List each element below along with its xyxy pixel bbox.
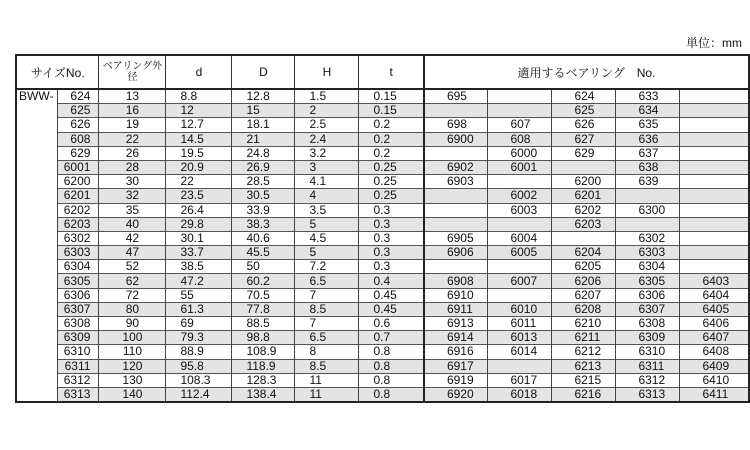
applicable-bearing-cell: 6010: [488, 302, 552, 316]
d-cell: 69: [166, 317, 232, 331]
applicable-bearing-cell: [680, 217, 749, 231]
D-cell: 118.9: [232, 359, 295, 373]
bearing-od-cell: 100: [99, 331, 166, 345]
applicable-bearing-cell: [680, 175, 749, 189]
applicable-bearing-cell: [680, 104, 749, 118]
t-cell: 0.15: [359, 89, 424, 104]
t-cell: 0.8: [359, 345, 424, 359]
applicable-bearing-cell: 6910: [424, 288, 488, 302]
applicable-bearing-cell: 629: [552, 146, 616, 160]
size-prefix-blank: [16, 302, 58, 316]
applicable-bearing-cell: 6411: [680, 387, 749, 402]
bearing-od-cell: 35: [99, 203, 166, 217]
applicable-bearing-cell: 6001: [488, 160, 552, 174]
D-cell: 26.9: [232, 160, 295, 174]
applicable-bearing-cell: 6204: [552, 246, 616, 260]
size-prefix-blank: [16, 104, 58, 118]
applicable-bearing-cell: [680, 203, 749, 217]
applicable-bearing-cell: [488, 359, 552, 373]
applicable-bearing-cell: [488, 175, 552, 189]
d-cell: 14.5: [166, 132, 232, 146]
D-cell: 108.9: [232, 345, 295, 359]
size-no-cell: 6308: [58, 317, 99, 331]
table-row: [16, 302, 749, 316]
bearing-od-cell: 30: [99, 175, 166, 189]
D-cell: 50: [232, 260, 295, 274]
applicable-bearing-cell: 6406: [680, 317, 749, 331]
size-no-cell: 6201: [58, 189, 99, 203]
applicable-bearing-cell: 6011: [488, 317, 552, 331]
applicable-bearing-cell: 6306: [616, 288, 680, 302]
size-no-cell: 6303: [58, 246, 99, 260]
table-row: [16, 331, 749, 345]
t-cell: 0.3: [359, 217, 424, 231]
applicable-bearing-cell: 6409: [680, 359, 749, 373]
D-cell: 45.5: [232, 246, 295, 260]
bearing-od-cell: 42: [99, 231, 166, 245]
t-cell: 0.3: [359, 260, 424, 274]
D-cell: 88.5: [232, 317, 295, 331]
H-cell: 2.4: [295, 132, 359, 146]
d-cell: 47.2: [166, 274, 232, 288]
applicable-bearing-cell: [680, 132, 749, 146]
size-prefix-blank: [16, 189, 58, 203]
size-prefix-blank: [16, 132, 58, 146]
applicable-bearing-cell: 6211: [552, 331, 616, 345]
size-prefix-blank: [16, 317, 58, 331]
applicable-bearing-cell: 695: [424, 89, 488, 104]
table-row: [16, 345, 749, 359]
table-row: [16, 118, 749, 132]
t-cell: 0.8: [359, 387, 424, 402]
table-row: [16, 288, 749, 302]
t-cell: 0.2: [359, 132, 424, 146]
applicable-bearing-cell: 6905: [424, 231, 488, 245]
D-cell: 60.2: [232, 274, 295, 288]
t-cell: 0.45: [359, 288, 424, 302]
applicable-bearing-cell: [616, 217, 680, 231]
table-row: [16, 146, 749, 160]
D-cell: 28.5: [232, 175, 295, 189]
applicable-bearing-cell: 6911: [424, 302, 488, 316]
d-cell: 79.3: [166, 331, 232, 345]
applicable-bearing-cell: 6213: [552, 359, 616, 373]
applicable-bearing-cell: 6312: [616, 373, 680, 387]
applicable-bearing-cell: [680, 189, 749, 203]
t-cell: 0.15: [359, 104, 424, 118]
applicable-bearing-cell: 624: [552, 89, 616, 104]
D-cell: 128.3: [232, 373, 295, 387]
applicable-bearing-cell: [552, 231, 616, 245]
t-cell: 0.2: [359, 118, 424, 132]
applicable-bearing-cell: [680, 260, 749, 274]
D-cell: 138.4: [232, 387, 295, 402]
H-cell: 6.5: [295, 274, 359, 288]
applicable-bearing-cell: [488, 288, 552, 302]
table-row: [16, 246, 749, 260]
applicable-bearing-cell: 6205: [552, 260, 616, 274]
applicable-bearing-cell: [488, 260, 552, 274]
applicable-bearing-cell: 637: [616, 146, 680, 160]
H-cell: 3.5: [295, 203, 359, 217]
size-prefix-blank: [16, 373, 58, 387]
d-cell: 12: [166, 104, 232, 118]
bearing-od-cell: 120: [99, 359, 166, 373]
bearing-od-cell: 90: [99, 317, 166, 331]
D-cell: 24.8: [232, 146, 295, 160]
size-no-cell: 625: [58, 104, 99, 118]
D-cell: 77.8: [232, 302, 295, 316]
size-no-cell: 6305: [58, 274, 99, 288]
size-no-cell: 626: [58, 118, 99, 132]
size-no-cell: 6302: [58, 231, 99, 245]
H-cell: 8: [295, 345, 359, 359]
applicable-bearing-cell: 6902: [424, 160, 488, 174]
table-row: [16, 260, 749, 274]
D-cell: 98.8: [232, 331, 295, 345]
applicable-bearing-cell: [488, 217, 552, 231]
applicable-bearing-cell: 6916: [424, 345, 488, 359]
applicable-bearing-cell: 6908: [424, 274, 488, 288]
bearing-od-cell: 13: [99, 89, 166, 104]
d-cell: 29.8: [166, 217, 232, 231]
D-cell: 30.5: [232, 189, 295, 203]
applicable-bearing-cell: 6207: [552, 288, 616, 302]
d-cell: 38.5: [166, 260, 232, 274]
size-prefix-blank: [16, 345, 58, 359]
D-cell: 70.5: [232, 288, 295, 302]
unit-label: 単位：mm: [686, 36, 742, 50]
applicable-bearing-cell: [424, 203, 488, 217]
bearing-od-cell: 19: [99, 118, 166, 132]
bearing-od-cell: 72: [99, 288, 166, 302]
H-cell: 6.5: [295, 331, 359, 345]
applicable-bearing-cell: 6004: [488, 231, 552, 245]
size-prefix-blank: [16, 160, 58, 174]
d-cell: 26.4: [166, 203, 232, 217]
applicable-bearing-cell: 698: [424, 118, 488, 132]
size-no-cell: 6203: [58, 217, 99, 231]
bearing-od-cell: 62: [99, 274, 166, 288]
table-row: [16, 231, 749, 245]
t-cell: 0.8: [359, 359, 424, 373]
H-cell: 3: [295, 160, 359, 174]
t-cell: 0.8: [359, 373, 424, 387]
d-cell: 30.1: [166, 231, 232, 245]
applicable-bearing-cell: 6304: [616, 260, 680, 274]
applicable-bearing-cell: 633: [616, 89, 680, 104]
applicable-bearing-cell: 6308: [616, 317, 680, 331]
applicable-bearing-cell: 6014: [488, 345, 552, 359]
bearing-od-cell: 22: [99, 132, 166, 146]
D-cell: 21: [232, 132, 295, 146]
header-d: d: [166, 55, 232, 89]
applicable-bearing-cell: 626: [552, 118, 616, 132]
H-cell: 11: [295, 373, 359, 387]
H-cell: 11: [295, 387, 359, 402]
header-bearing-od: ベアリング外径: [99, 55, 166, 89]
table-row: [16, 387, 749, 402]
H-cell: 3.2: [295, 146, 359, 160]
applicable-bearing-cell: 6407: [680, 331, 749, 345]
size-prefix-blank: [16, 331, 58, 345]
size-no-cell: 6304: [58, 260, 99, 274]
H-cell: 1.5: [295, 89, 359, 104]
size-prefix-blank: [16, 246, 58, 260]
applicable-bearing-cell: 607: [488, 118, 552, 132]
d-cell: 55: [166, 288, 232, 302]
D-cell: 12.8: [232, 89, 295, 104]
applicable-bearing-cell: [680, 146, 749, 160]
applicable-bearing-cell: [424, 189, 488, 203]
bearing-od-cell: 80: [99, 302, 166, 316]
t-cell: 0.25: [359, 175, 424, 189]
t-cell: 0.25: [359, 189, 424, 203]
applicable-bearing-cell: 6307: [616, 302, 680, 316]
d-cell: 108.3: [166, 373, 232, 387]
applicable-bearing-cell: 6303: [616, 246, 680, 260]
t-cell: 0.2: [359, 146, 424, 160]
d-cell: 112.4: [166, 387, 232, 402]
applicable-bearing-cell: 625: [552, 104, 616, 118]
table-row: [16, 317, 749, 331]
D-cell: 15: [232, 104, 295, 118]
H-cell: 7: [295, 288, 359, 302]
H-cell: 7.2: [295, 260, 359, 274]
applicable-bearing-cell: 636: [616, 132, 680, 146]
table-row: [16, 373, 749, 387]
d-cell: 95.8: [166, 359, 232, 373]
D-cell: 38.3: [232, 217, 295, 231]
bearing-od-cell: 28: [99, 160, 166, 174]
applicable-bearing-cell: 6215: [552, 373, 616, 387]
applicable-bearing-cell: 635: [616, 118, 680, 132]
size-no-cell: 6309: [58, 331, 99, 345]
H-cell: 2: [295, 104, 359, 118]
d-cell: 61.3: [166, 302, 232, 316]
header-t: t: [359, 55, 424, 89]
header-H: H: [295, 55, 359, 89]
applicable-bearing-cell: 6206: [552, 274, 616, 288]
t-cell: 0.4: [359, 274, 424, 288]
bearing-od-cell: 47: [99, 246, 166, 260]
applicable-bearing-cell: 6208: [552, 302, 616, 316]
H-cell: 4: [295, 189, 359, 203]
applicable-bearing-cell: [616, 189, 680, 203]
applicable-bearing-cell: [488, 89, 552, 104]
applicable-bearing-cell: 6005: [488, 246, 552, 260]
size-no-cell: 6311: [58, 359, 99, 373]
applicable-bearing-cell: 6919: [424, 373, 488, 387]
size-no-cell: 6001: [58, 160, 99, 174]
applicable-bearing-cell: [680, 89, 749, 104]
size-no-cell: 6306: [58, 288, 99, 302]
applicable-bearing-cell: 6913: [424, 317, 488, 331]
size-prefix-blank: [16, 175, 58, 189]
applicable-bearing-cell: 6410: [680, 373, 749, 387]
bearing-od-cell: 52: [99, 260, 166, 274]
H-cell: 4.1: [295, 175, 359, 189]
applicable-bearing-cell: 6408: [680, 345, 749, 359]
table-row: [16, 160, 749, 174]
size-prefix-blank: [16, 203, 58, 217]
H-cell: 7: [295, 317, 359, 331]
applicable-bearing-cell: [680, 118, 749, 132]
applicable-bearing-cell: 6404: [680, 288, 749, 302]
H-cell: 4.5: [295, 231, 359, 245]
size-no-cell: 6313: [58, 387, 99, 402]
d-cell: 33.7: [166, 246, 232, 260]
t-cell: 0.3: [359, 203, 424, 217]
size-no-cell: 6202: [58, 203, 99, 217]
D-cell: 40.6: [232, 231, 295, 245]
applicable-bearing-cell: [424, 217, 488, 231]
applicable-bearing-cell: 627: [552, 132, 616, 146]
t-cell: 0.3: [359, 246, 424, 260]
t-cell: 0.7: [359, 331, 424, 345]
t-cell: 0.45: [359, 302, 424, 316]
applicable-bearing-cell: 608: [488, 132, 552, 146]
t-cell: 0.3: [359, 231, 424, 245]
applicable-bearing-cell: [424, 146, 488, 160]
table-row: [16, 89, 749, 104]
applicable-bearing-cell: 638: [616, 160, 680, 174]
applicable-bearing-cell: [424, 260, 488, 274]
header-size-no: サイズNo.: [16, 55, 99, 89]
applicable-bearing-cell: [680, 246, 749, 260]
t-cell: 0.25: [359, 160, 424, 174]
applicable-bearing-cell: 6405: [680, 302, 749, 316]
applicable-bearing-cell: 6900: [424, 132, 488, 146]
applicable-bearing-cell: 6007: [488, 274, 552, 288]
table-row: [16, 132, 749, 146]
applicable-bearing-cell: 6313: [616, 387, 680, 402]
size-prefix-blank: [16, 231, 58, 245]
table-row: [16, 104, 749, 118]
t-cell: 0.6: [359, 317, 424, 331]
d-cell: 23.5: [166, 189, 232, 203]
applicable-bearing-cell: 6003: [488, 203, 552, 217]
table-row: [16, 217, 749, 231]
applicable-bearing-cell: 6018: [488, 387, 552, 402]
table-row: [16, 359, 749, 373]
size-prefix-blank: [16, 217, 58, 231]
bearing-od-cell: 32: [99, 189, 166, 203]
size-prefix-blank: [16, 146, 58, 160]
bearing-od-cell: 110: [99, 345, 166, 359]
table-row: [16, 274, 749, 288]
applicable-bearing-cell: 6002: [488, 189, 552, 203]
H-cell: 8.5: [295, 302, 359, 316]
bearing-od-cell: 140: [99, 387, 166, 402]
applicable-bearing-cell: 6309: [616, 331, 680, 345]
applicable-bearing-cell: [552, 160, 616, 174]
bearing-od-cell: 40: [99, 217, 166, 231]
H-cell: 5: [295, 217, 359, 231]
size-prefix-blank: [16, 387, 58, 402]
d-cell: 22: [166, 175, 232, 189]
applicable-bearing-cell: 6201: [552, 189, 616, 203]
d-cell: 19.5: [166, 146, 232, 160]
D-cell: 18.1: [232, 118, 295, 132]
bearing-od-cell: 26: [99, 146, 166, 160]
applicable-bearing-cell: 6914: [424, 331, 488, 345]
applicable-bearing-cell: [680, 160, 749, 174]
applicable-bearing-cell: 6906: [424, 246, 488, 260]
applicable-bearing-cell: 6202: [552, 203, 616, 217]
size-no-cell: 624: [58, 89, 99, 104]
d-cell: 12.7: [166, 118, 232, 132]
applicable-bearing-cell: 6210: [552, 317, 616, 331]
size-no-cell: 6312: [58, 373, 99, 387]
applicable-bearing-cell: 6310: [616, 345, 680, 359]
applicable-bearing-cell: 6200: [552, 175, 616, 189]
applicable-bearing-cell: 6305: [616, 274, 680, 288]
D-cell: 33.9: [232, 203, 295, 217]
size-no-cell: 6200: [58, 175, 99, 189]
size-prefix-blank: [16, 288, 58, 302]
applicable-bearing-cell: 639: [616, 175, 680, 189]
applicable-bearing-cell: 6311: [616, 359, 680, 373]
header-D: D: [232, 55, 295, 89]
table-row: [16, 203, 749, 217]
header-applicable-bearing: 適用するベアリング No.: [424, 55, 749, 89]
table-row: [16, 189, 749, 203]
applicable-bearing-cell: [424, 104, 488, 118]
applicable-bearing-cell: 6403: [680, 274, 749, 288]
applicable-bearing-cell: [488, 104, 552, 118]
size-prefix-blank: [16, 118, 58, 132]
size-no-cell: 608: [58, 132, 99, 146]
d-cell: 8.8: [166, 89, 232, 104]
d-cell: 88.9: [166, 345, 232, 359]
applicable-bearing-cell: 6017: [488, 373, 552, 387]
applicable-bearing-cell: 6903: [424, 175, 488, 189]
applicable-bearing-cell: 6302: [616, 231, 680, 245]
header-row: [16, 55, 749, 89]
H-cell: 8.5: [295, 359, 359, 373]
size-no-cell: 6310: [58, 345, 99, 359]
size-prefix: BWW-: [16, 89, 58, 104]
size-no-cell: 6307: [58, 302, 99, 316]
bearing-spec-table: [15, 54, 750, 403]
size-no-cell: 629: [58, 146, 99, 160]
applicable-bearing-cell: 634: [616, 104, 680, 118]
bearing-od-cell: 16: [99, 104, 166, 118]
table-row: [16, 175, 749, 189]
applicable-bearing-cell: 6013: [488, 331, 552, 345]
applicable-bearing-cell: [680, 231, 749, 245]
applicable-bearing-cell: 6920: [424, 387, 488, 402]
applicable-bearing-cell: 6212: [552, 345, 616, 359]
size-prefix-blank: [16, 274, 58, 288]
H-cell: 2.5: [295, 118, 359, 132]
applicable-bearing-cell: 6203: [552, 217, 616, 231]
d-cell: 20.9: [166, 160, 232, 174]
applicable-bearing-cell: 6216: [552, 387, 616, 402]
H-cell: 5: [295, 246, 359, 260]
size-prefix-blank: [16, 359, 58, 373]
applicable-bearing-cell: 6000: [488, 146, 552, 160]
bearing-od-cell: 130: [99, 373, 166, 387]
applicable-bearing-cell: 6300: [616, 203, 680, 217]
applicable-bearing-cell: 6917: [424, 359, 488, 373]
size-prefix-blank: [16, 260, 58, 274]
